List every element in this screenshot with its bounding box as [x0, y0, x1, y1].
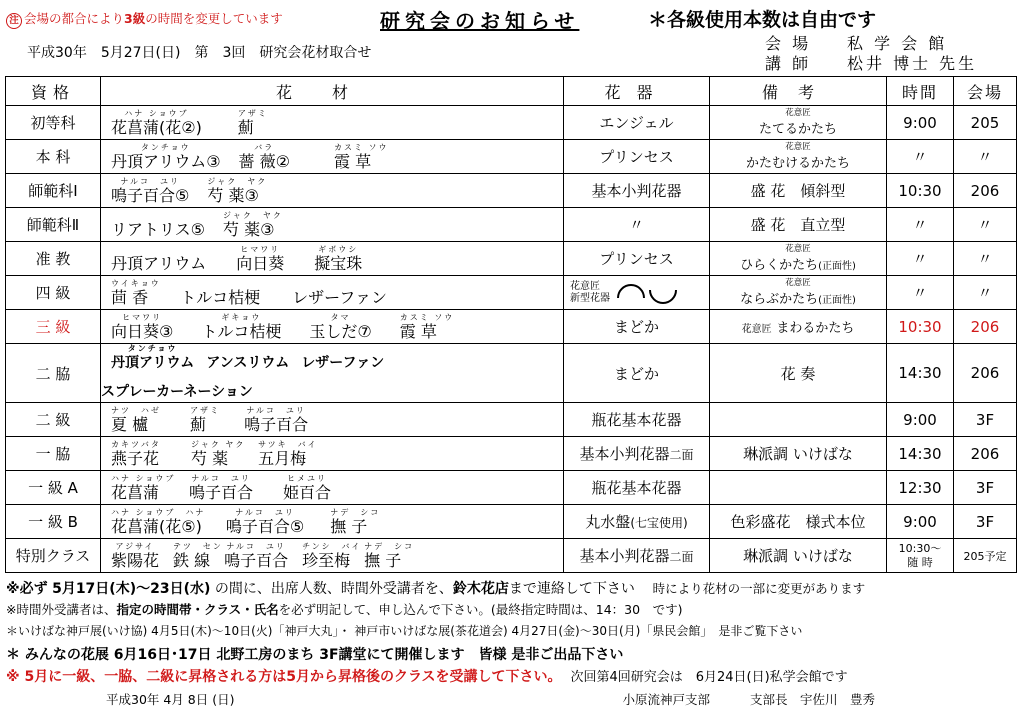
flower-item: ジャク ヤク 芍 薬③	[207, 176, 268, 205]
flower-item: テツ セン 鉄 線	[173, 541, 223, 570]
flower-item: ナルコ ユリ 鳴子百合	[189, 473, 254, 502]
place-cell: 206	[954, 174, 1017, 208]
remarks-cell: 花意匠 かたむけるかたち	[710, 140, 887, 174]
new-vase-shapes-icon	[615, 281, 681, 305]
flower-item: ナデ シコ 撫 子	[330, 507, 381, 536]
table-row	[6, 403, 1017, 437]
flower-item: ナデ シコ 撫 子	[364, 541, 415, 570]
table-row	[6, 276, 1017, 310]
table-row	[6, 106, 1017, 140]
footer-line-contact: ※必ず 5月17日(木)～23日(水) の間に、出席人数、時間外受講者を、鈴木花店まで連絡して下さい 時により花材の一部に変更があります	[6, 581, 866, 597]
materials-cell	[101, 106, 564, 140]
place-cell: 〃	[954, 276, 1017, 310]
materials-cell	[101, 242, 564, 276]
flower-item: スプレーカーネーション	[101, 384, 253, 400]
notice-text: 会場の都合により	[24, 11, 125, 26]
grade-cell: 師範科Ⅰ	[6, 174, 101, 208]
table-row	[6, 140, 1017, 174]
flower-item: カスミ ソウ 霞 草	[333, 142, 389, 171]
flower-item: ハナ ショウブ ハナ 花菖蒲(花⑤)	[111, 507, 206, 536]
flower-item: チンシ バイ 珍至梅	[302, 541, 362, 570]
place-cell: 3F	[954, 403, 1017, 437]
flower-item: ヒマワリ 向日葵	[236, 244, 285, 273]
notice-grade: 3級	[124, 11, 146, 26]
time-cell: 10:30	[887, 174, 954, 208]
place-cell: 3F	[954, 471, 1017, 505]
place-cell: 206	[954, 344, 1017, 403]
header-place: 会場	[954, 77, 1017, 106]
place-cell: 206	[954, 310, 1017, 344]
grade-cell: 准 教	[6, 242, 101, 276]
remarks-cell: 花意匠 ならぶかたち(正面性)	[710, 276, 887, 310]
header-remarks: 備考	[710, 77, 887, 106]
flower-item: ウイキョウ 茴 香	[111, 278, 161, 307]
grade-cell: 一 級 B	[6, 505, 101, 539]
flower-item: レザーファン	[292, 287, 387, 307]
place-cell: 〃	[954, 242, 1017, 276]
flower-item: レザーファン	[301, 355, 385, 371]
time-cell: 10:30～ 随 時	[887, 539, 954, 573]
table-row	[6, 505, 1017, 539]
materials-cell	[101, 208, 564, 242]
flower-item: ナルコ ユリ 鳴子百合	[224, 541, 289, 570]
materials-cell	[101, 437, 564, 471]
schedule-change-notice	[6, 9, 283, 29]
table-row	[6, 437, 1017, 471]
flower-item: タンチョウ 丹頂アリウム③	[111, 142, 221, 171]
flower-item: バラ 薔 薇②	[238, 142, 290, 171]
remarks-cell: 花 奏	[710, 344, 887, 403]
place-cell: 3F	[954, 505, 1017, 539]
flower-item: アジサイ 紫陽花	[111, 541, 160, 570]
place-cell: 205予定	[954, 539, 1017, 573]
grade-cell: 四 級	[6, 276, 101, 310]
materials-cell	[101, 344, 564, 403]
grade-cell: 初等科	[6, 106, 101, 140]
flower-item: ナルコ ユリ 鳴子百合	[244, 405, 309, 434]
table-row	[6, 471, 1017, 505]
footer-line-signature: 平成30年 4月 8日 (日) 小原流神戸支部 支部長 宇佐川 豊秀	[106, 692, 876, 707]
flower-item: カスミ ソウ 霞 草	[399, 312, 455, 341]
remarks-cell	[710, 403, 887, 437]
flower-item: 丹頂アリウム	[111, 253, 207, 273]
vase-cell: まどか	[564, 310, 710, 344]
grade-cell: 特別クラス	[6, 539, 101, 573]
remarks-cell: 琳派調 いけばな	[710, 539, 887, 573]
free-use-note: ＊各級使用本数は自由です	[648, 9, 877, 31]
table-row	[6, 174, 1017, 208]
vase-cell: 瓶花基本花器	[564, 403, 710, 437]
footer-line-flower-show: ＊ みんなの花展 6月16日･17日 北野工房のまち 3F講堂にて開催します 皆様 是非ご出品下さい	[6, 647, 624, 663]
materials-cell	[101, 539, 564, 573]
vase-cell: 基本小判花器	[564, 174, 710, 208]
grade-cell: 本 科	[6, 140, 101, 174]
time-cell: 〃	[887, 140, 954, 174]
flower-item: ヒメユリ 姫百合	[283, 473, 332, 502]
remarks-cell: 盛 花 直立型	[710, 208, 887, 242]
flower-item: サツキ バイ 五月梅	[258, 439, 318, 468]
remarks-cell: 花意匠 まわるかたち	[710, 310, 887, 344]
flower-item: ギボウシ 擬宝珠	[314, 244, 363, 273]
flower-item: ナルコ ユリ 鳴子百合⑤	[225, 507, 305, 536]
flower-item: トルコ桔梗	[180, 287, 261, 307]
time-cell: 12:30	[887, 471, 954, 505]
time-cell: 〃	[887, 276, 954, 310]
table-row	[6, 539, 1017, 573]
notice-mark: 注	[6, 13, 22, 29]
vase-cell: 〃	[564, 208, 710, 242]
time-cell: 9:00	[887, 106, 954, 140]
time-cell: 〃	[887, 242, 954, 276]
vase-cell: エンジェル	[564, 106, 710, 140]
header-vase: 花器	[564, 77, 710, 106]
grade-cell: 三 級	[6, 310, 101, 344]
materials-cell	[101, 174, 564, 208]
header-grade: 資格	[6, 77, 101, 106]
vase-cell: まどか	[564, 344, 710, 403]
table-header-row	[6, 77, 1017, 106]
time-cell: 9:00	[887, 505, 954, 539]
grade-cell: 師範科Ⅱ	[6, 208, 101, 242]
remarks-cell	[710, 471, 887, 505]
grade-cell: 二 級	[6, 403, 101, 437]
vase-cell: 丸水盤(七宝使用)	[564, 505, 710, 539]
remarks-cell: 琳派調 いけばな	[710, 437, 887, 471]
materials-cell	[101, 403, 564, 437]
venue-value: 私 学 会 館	[847, 34, 948, 53]
flower-item: ナルコ ユリ 鳴子百合⑤	[111, 176, 190, 205]
materials-cell	[101, 471, 564, 505]
lecturer-value: 松井 博士 先生	[847, 54, 978, 73]
remarks-cell: 花意匠 ひらくかたち(正面性)	[710, 242, 887, 276]
table-row	[6, 344, 1017, 403]
table-row	[6, 208, 1017, 242]
flower-item: ギキョウ トルコ桔梗	[201, 312, 282, 341]
flower-item: ナツ ハゼ 夏 櫨	[111, 405, 161, 434]
place-cell: 〃	[954, 140, 1017, 174]
materials-cell	[101, 140, 564, 174]
materials-cell	[101, 505, 564, 539]
time-cell: 14:30	[887, 437, 954, 471]
time-cell: 〃	[887, 208, 954, 242]
footer-line-exhibitions: ＊いけばな神戸展(いけ協) 4月5日(木)～10日(火)「神戸大丸」・ 神戸市いけばな展(茶花道会) 4月27日(金)～30日(月)「県民会館」 是非ご覧下さい	[6, 624, 803, 638]
flower-item: アザミ 薊	[237, 108, 268, 137]
remarks-cell: 花意匠 たてるかたち	[710, 106, 887, 140]
footer-line-overtime: ※時間外受講者は、指定の時間帯・クラス・氏名を必ず明記して、申し込んで下さい。(最終指定時間は、14：30 です)	[6, 602, 683, 617]
flower-item: ハナ ショウブ 花菖蒲	[111, 473, 176, 502]
flower-item: タンチョウ 丹頂アリウム	[111, 344, 195, 371]
notice-text-end: の時間を変更しています	[145, 11, 283, 26]
grade-cell: 二 脇	[6, 344, 101, 403]
flower-item: リアトリス⑤	[111, 219, 206, 239]
materials-cell	[101, 310, 564, 344]
table-row	[6, 310, 1017, 344]
flower-item: アザミ 薊	[190, 405, 221, 434]
vase-cell: 基本小判花器二面	[564, 539, 710, 573]
venue-block	[765, 34, 977, 74]
vase-cell: 花意匠 新型花器	[564, 276, 710, 310]
vase-cell: プリンセス	[564, 242, 710, 276]
grade-cell: 一 脇	[6, 437, 101, 471]
place-cell: 〃	[954, 208, 1017, 242]
venue-label: 会 場	[765, 34, 812, 53]
grade-cell: 一 級 A	[6, 471, 101, 505]
lecturer-label: 講 師	[765, 54, 812, 73]
vase-cell: 基本小判花器二面	[564, 437, 710, 471]
header-materials: 花材	[101, 77, 564, 106]
table-row	[6, 242, 1017, 276]
flower-item: ジャク ヤク 芍 薬③	[223, 210, 283, 239]
schedule-table	[5, 76, 1017, 573]
flower-item: カキツバタ 燕子花	[111, 439, 161, 468]
page-title: 研究会のお知らせ	[380, 9, 580, 33]
remarks-cell: 色彩盛花 様式本位	[710, 505, 887, 539]
vase-cell: プリンセス	[564, 140, 710, 174]
flower-item: ハナ ショウブ 花菖蒲(花②)	[111, 108, 202, 137]
footer-line-promotion: ※ 5月に一級、一脇、二級に昇格される方は5月から昇格後のクラスを受講して下さい。 次回第4回研究会は 6月24日(日)私学会館です	[6, 669, 848, 685]
materials-cell	[101, 276, 564, 310]
place-cell: 206	[954, 437, 1017, 471]
place-cell: 205	[954, 106, 1017, 140]
vase-cell: 瓶花基本花器	[564, 471, 710, 505]
time-cell: 9:00	[887, 403, 954, 437]
remarks-cell: 盛 花 傾斜型	[710, 174, 887, 208]
flower-item: タマ 玉しだ⑦	[309, 312, 372, 341]
header-time: 時間	[887, 77, 954, 106]
flower-item: アンスリウム	[206, 355, 290, 371]
time-cell: 14:30	[887, 344, 954, 403]
flower-item: ヒマワリ 向日葵③	[111, 312, 174, 341]
meeting-date-line: 平成30年 5月27日(日) 第 3回 研究会花材取合せ	[27, 45, 372, 61]
time-cell: 10:30	[887, 310, 954, 344]
flower-item: ジャク ヤク 芍 薬	[191, 439, 246, 468]
